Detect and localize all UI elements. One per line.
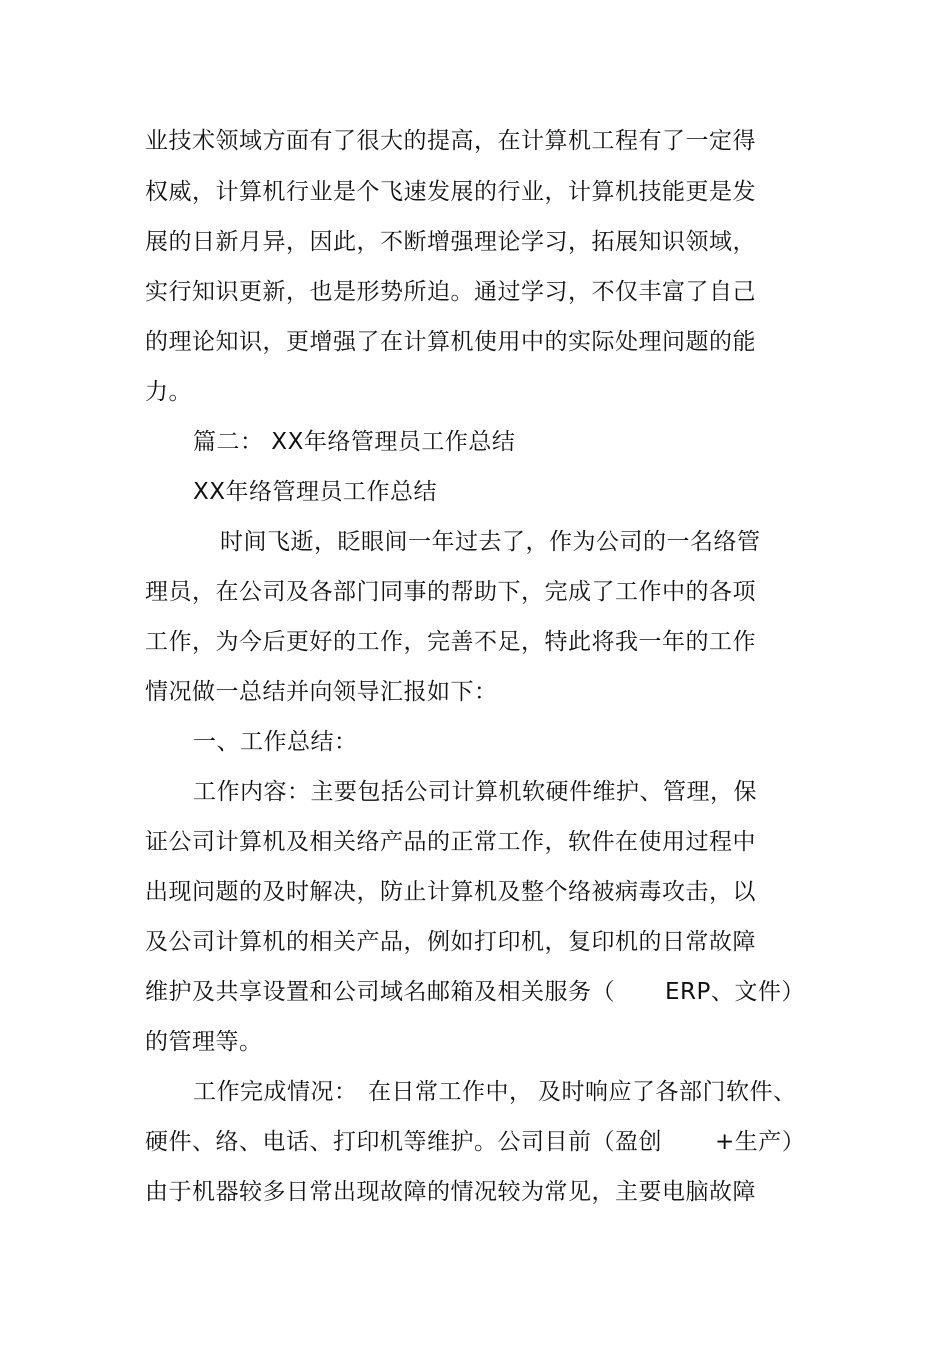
text-line: 工作内容：主要包括公司计算机软硬件维护、管理，保	[193, 779, 757, 805]
text-line: 由于机器较多日常出现故障的情况较为常见，主要电脑故障	[145, 1179, 756, 1205]
text-line: 出现问题的及时解决，防止计算机及整个络被病毒攻击，以	[145, 879, 756, 905]
text-line: 的管理等。	[145, 1029, 263, 1055]
text-line: 力。	[145, 379, 192, 405]
section-heading: 篇二： XX年络管理员工作总结	[193, 429, 516, 455]
text-line: 硬件、络、电话、打印机等维护。公司目前（盈创	[145, 1129, 662, 1155]
text-line: 工作完成情况：	[193, 1079, 358, 1105]
text-line: 业技术领域方面有了很大的提高，在计算机工程有了一定得	[145, 128, 756, 154]
text-line: 维护及共享设置和公司域名邮箱及相关服务（	[145, 979, 615, 1005]
text-line: 情况做一总结并向领导汇报如下：	[145, 679, 498, 705]
text-line-fragment: 及时响应了各部门软件、	[538, 1079, 797, 1105]
text-line: 证公司计算机及相关络产品的正常工作，软件在使用过程中	[145, 829, 756, 855]
text-line-fragment: +生产）	[715, 1129, 806, 1155]
text-line: 时间飞逝，眨眼间一年过去了，作为公司的一名络管	[220, 529, 761, 555]
text-line-fragment: ERP、文件）	[665, 979, 805, 1005]
subsection-heading: 一、工作总结：	[193, 729, 358, 755]
text-line: 工作，为今后更好的工作，完善不足，特此将我一年的工作	[145, 629, 756, 655]
text-line: 展的日新月异，因此，不断增强理论学习，拓展知识领域，	[145, 229, 756, 255]
text-line: 理员，在公司及各部门同事的帮助下，完成了工作中的各项	[145, 579, 756, 605]
text-line: 权威，计算机行业是个飞速发展的行业，计算机技能更是发	[145, 179, 756, 205]
document-title: XX年络管理员工作总结	[193, 479, 438, 505]
text-line: 的理论知识，更增强了在计算机使用中的实际处理问题的能	[145, 329, 756, 355]
text-line-fragment: 在日常工作中，	[368, 1079, 533, 1105]
text-line: 及公司计算机的相关产品，例如打印机，复印机的日常故障	[145, 929, 756, 955]
text-line: 实行知识更新，也是形势所迫。通过学习，不仅丰富了自己	[145, 279, 756, 305]
